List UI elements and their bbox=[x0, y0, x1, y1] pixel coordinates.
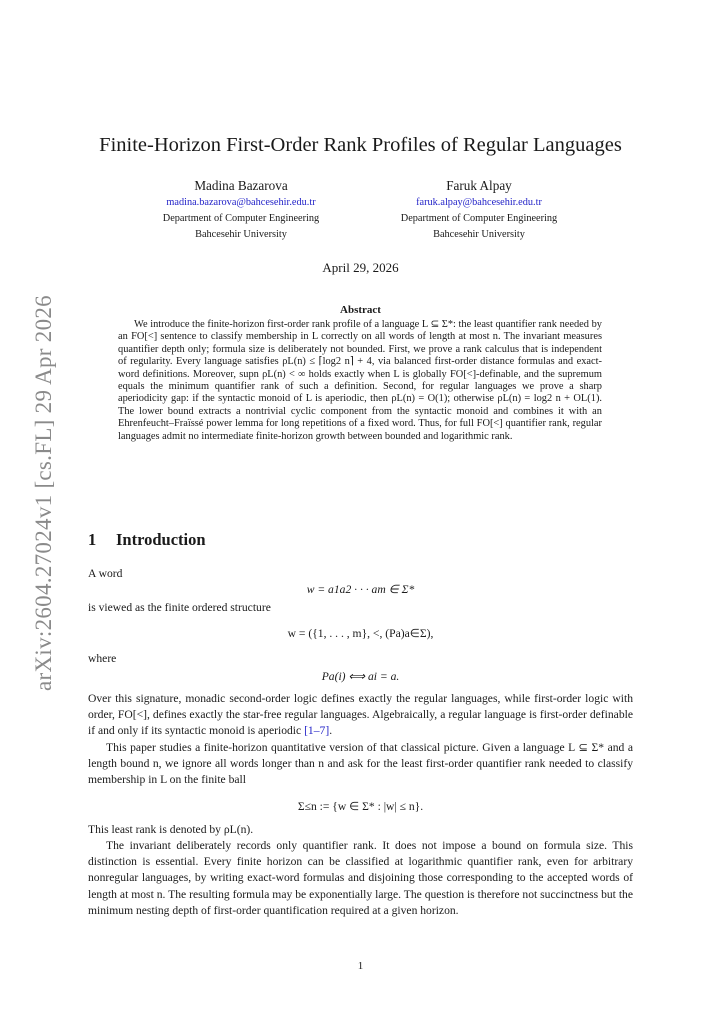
author-university: Bahcesehir University bbox=[433, 229, 525, 240]
body-paragraph bbox=[88, 691, 633, 740]
author-name: Madina Bazarova bbox=[194, 178, 288, 193]
paper-date: April 29, 2026 bbox=[322, 260, 399, 275]
author-department: Department of Computer Engineering bbox=[400, 213, 558, 224]
equation-structure: w = ({1, . . . , m}, <, (Pa)a∈Σ), bbox=[287, 627, 434, 640]
paragraph-text: Over this signature, monadic second-order logic defines exactly the regular languages, while first-order logic with order, FO[<], defines exactly the star-free regular languages. Algebraically, a regular language is first-order definable if and only if its syntactic monoid is aperiodic bbox=[88, 692, 633, 738]
paper-title: Finite-Horizon First-Order Rank Profiles of Regular Languages bbox=[99, 134, 622, 156]
equation-text: w = a1a2 · · · am ∈ Σ* bbox=[306, 583, 415, 596]
section-number: 1 bbox=[88, 530, 97, 549]
author-email-link[interactable]: faruk.alpay@bahcesehir.edu.tr bbox=[416, 197, 542, 208]
equation-ball: Σ≤n := {w ∈ Σ* : |w| ≤ n}. bbox=[297, 800, 424, 813]
author-university: Bahcesehir University bbox=[195, 229, 287, 240]
section-title: Introduction bbox=[116, 530, 206, 549]
body-paragraph: A word bbox=[88, 567, 123, 580]
equation-text: Pa(i) ⟺ ai = a. bbox=[321, 670, 400, 683]
page-number: 1 bbox=[357, 960, 364, 972]
arxiv-identifier: arXiv:2604.27024v1 [cs.FL] 29 Apr 2026 bbox=[31, 294, 56, 691]
author-block-2 bbox=[364, 178, 594, 245]
abstract-text: We introduce the finite-horizon first-order rank profile of a language L ⊆ Σ*: the least quantifier rank needed by an FO[<] sentence to classify membership in L correctly on all words of length at most n. The invariant measures quantifier depth only; formula size is deliberately not bounded. First, we prove a rank calculus that is independent of regularity. Every language satisfies ρL(n) ≤ ⌈log2 n⌉ + 4, via balanced first-order distance formulas and exact-word definitions. Moreover, supn ρL(n) < ∞ holds exactly when L is globally FO[<]-definable, and the supremum equals the minimum quantifier rank of such a definition. Second, for regular languages we prove a sharp aperiodicity gap: if the syntactic monoid of L is aperiodic, then ρL(n) = O(1); otherwise ρL(n) = log2 n + OL(1). The lower bound extracts a nontrivial cyclic component from the syntactic monoid and combines it with an Ehrenfeucht–Fraïssé power lemma for long repetitions of a fixed word. Thus, for full FO[<] quantifier rank, regular languages admit no intermediate finite-horizon growth between bounded and logarithmic rank. bbox=[118, 319, 602, 442]
body-paragraph: is viewed as the finite ordered structure bbox=[88, 601, 271, 614]
author-department: Department of Computer Engineering bbox=[162, 213, 320, 224]
author-name: Faruk Alpay bbox=[446, 178, 512, 193]
equation-word bbox=[88, 582, 633, 596]
equation-predicate bbox=[88, 669, 633, 683]
author-block-1 bbox=[126, 178, 356, 245]
author-email-link[interactable]: madina.bazarova@bahcesehir.edu.tr bbox=[166, 197, 316, 208]
paragraph-text: . bbox=[329, 724, 333, 738]
body-paragraph: where bbox=[88, 652, 117, 665]
body-paragraph: This least rank is denoted by ρL(n). bbox=[88, 823, 254, 836]
abstract-heading: Abstract bbox=[340, 304, 381, 316]
section-heading bbox=[88, 530, 206, 550]
arxiv-sidebar bbox=[24, 290, 64, 695]
citation-link[interactable]: [1–7] bbox=[304, 724, 330, 738]
body-paragraph: The invariant deliberately records only quantifier rank. It does not impose a bound on formula size. This distinction is essential. Every finite horizon can be classified at logarithmic quantifier rank, even for arbitrary nonregular languages, by writing exact-word formulas and disjoining those corresponding to the accepted words of length at most n. The resulting formula may be exponentially large. The question is therefore not succinctness but the minimum nesting depth of first-order quantification required at a given horizon. bbox=[88, 839, 633, 917]
body-paragraph: This paper studies a finite-horizon quantitative version of that classical picture. Given a language L ⊆ Σ* and a length bound n, we ignore all words longer than n and ask for the least first-order quantifier rank needed to classify membership in L on the finite ball bbox=[88, 741, 633, 787]
